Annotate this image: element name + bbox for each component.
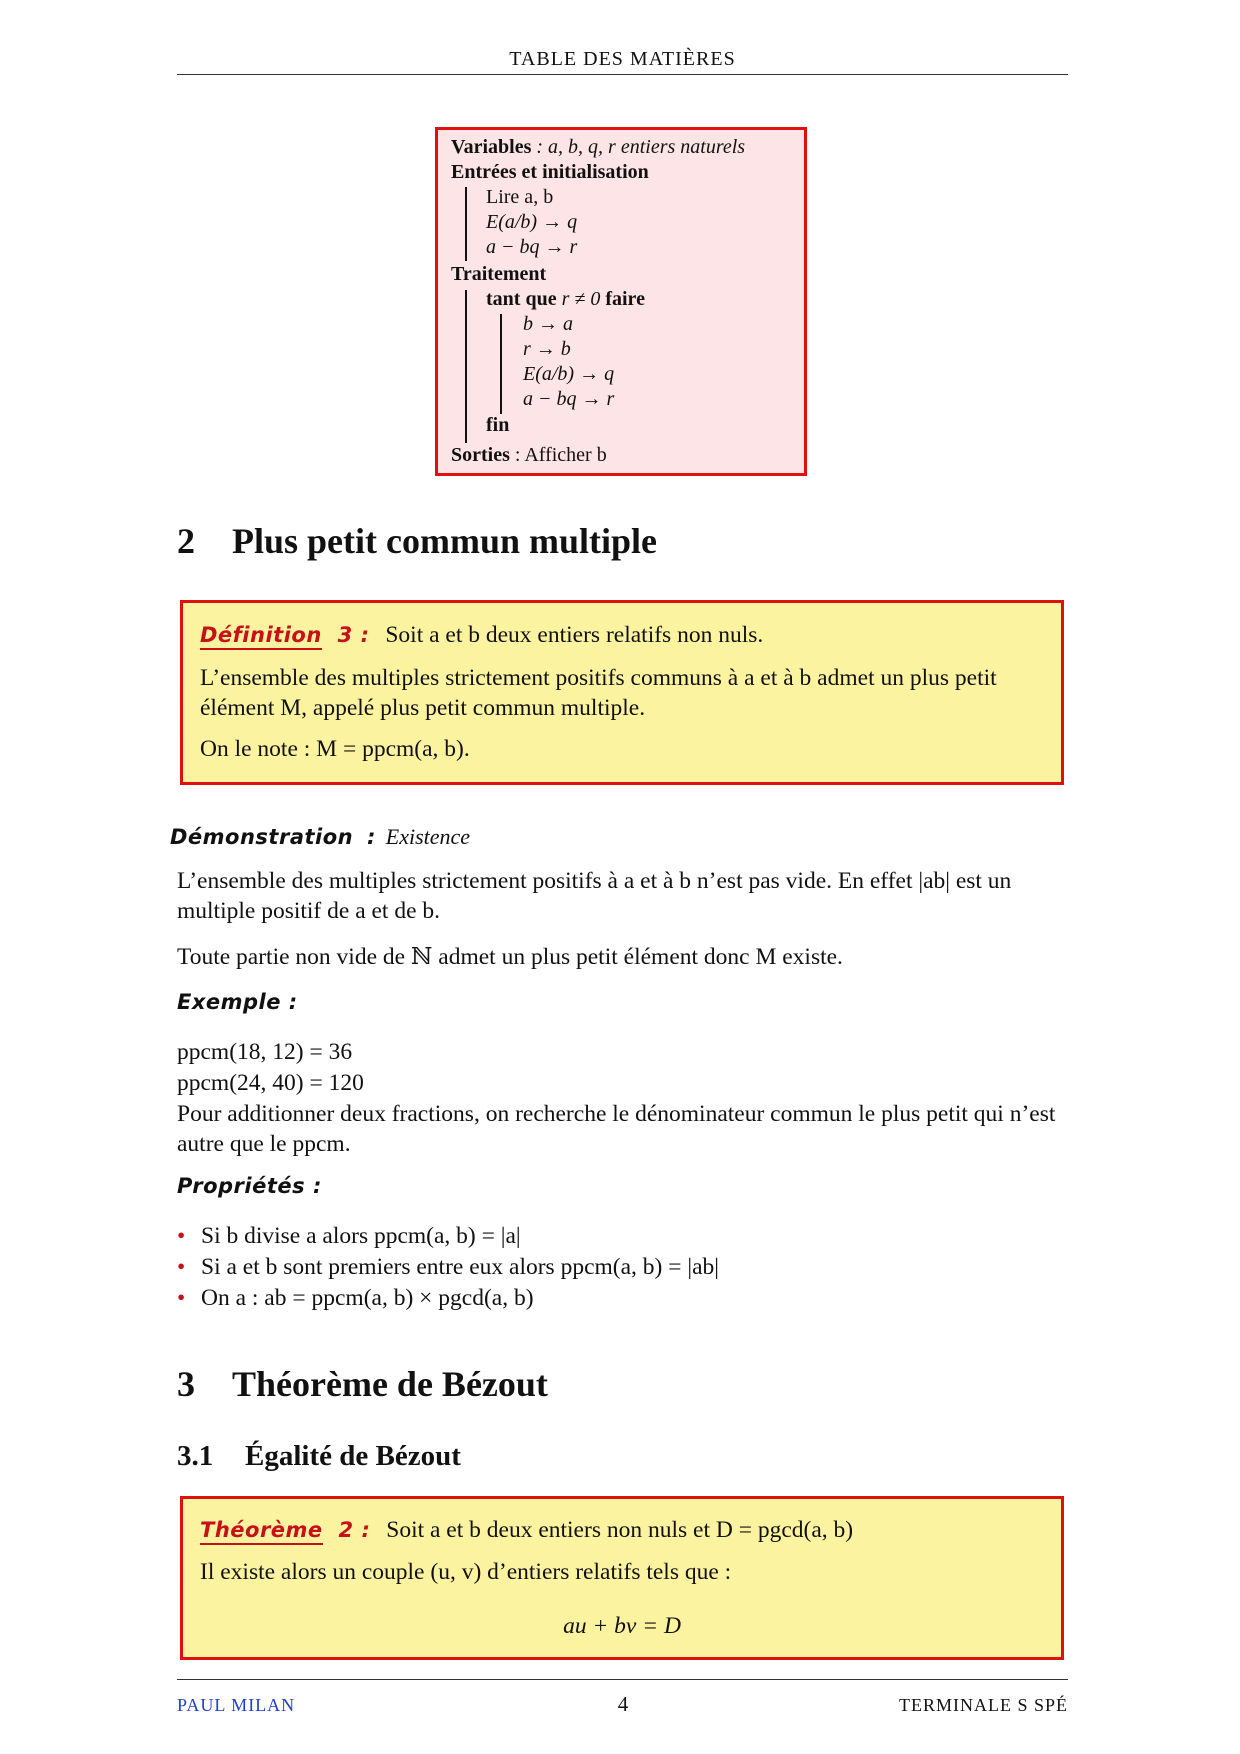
footer-author: PAUL MILAN <box>177 1695 296 1715</box>
page-number: 4 <box>617 1692 629 1716</box>
theorem-box <box>180 1496 1064 1660</box>
property-item: • Si a et b sont premiers entre eux alors ppcm(a, b) = |ab| <box>177 1254 719 1280</box>
bullet-icon: • <box>177 1254 186 1280</box>
loop-block-bar <box>500 314 502 414</box>
definition-notation: On le note : M = ppcm(a, b). <box>200 736 470 762</box>
algo-variables <box>451 136 745 159</box>
variables-text: : a, b, q, r entiers naturels <box>531 136 746 158</box>
example-line: ppcm(18, 12) = 36 <box>177 1039 353 1065</box>
footer-course: TERMINALE S SPÉ <box>898 1695 1068 1715</box>
algo-init-label: Entrées et initialisation <box>451 161 649 183</box>
property-item: • On a : ab = ppcm(a, b) × pgcd(a, b) <box>177 1285 534 1311</box>
definition-intro-line: Définition 3 : Soit a et b deux entiers relatifs non nuls. <box>200 622 764 648</box>
demonstration-heading: Démonstration : Existence <box>170 824 471 849</box>
theorem-para: Il existe alors un couple (u, v) d’entiers relatifs tels que : <box>200 1559 732 1585</box>
bullet-icon: • <box>177 1285 186 1311</box>
section-2-heading: 2 Plus petit commun multiple <box>177 521 658 561</box>
footer-rule <box>177 1679 1068 1680</box>
example-heading: Exemple : <box>177 990 298 1014</box>
algo-loop-line: b → a <box>523 313 573 335</box>
algo-loop-line: r → b <box>523 338 571 360</box>
algo-while: tant que r ≠ 0 faire <box>486 288 645 310</box>
header-rule <box>177 74 1068 75</box>
example-text: Pour additionner deux fractions, on recherche le dénominateur commun le plus petit qui n’est autre que le ppcm. <box>177 1101 1056 1157</box>
subsection-3-1-heading: 3.1 Égalité de Bézout <box>177 1440 461 1472</box>
algo-process-label: Traitement <box>451 263 547 285</box>
section-3-heading: 3 Théorème de Bézout <box>177 1364 548 1404</box>
theorem-equation: au + bv = D <box>563 1613 681 1639</box>
theorem-intro-line: Théorème 2 : Soit a et b deux entiers non nuls et D = pgcd(a, b) <box>200 1517 854 1543</box>
definition-label: Définition <box>200 623 322 650</box>
algo-end: fin <box>486 414 510 436</box>
algo-init-line: E(a/b) → q <box>486 211 578 233</box>
algo-loop-line: E(a/b) → q <box>523 363 615 385</box>
process-block-bar <box>465 290 467 443</box>
demonstration-para: L’ensemble des multiples strictement positifs à a et à b n’est pas vide. En effet |ab| est un multiple positif de a et de b. <box>177 868 1012 924</box>
variables-label: Variables <box>451 136 532 158</box>
running-header: TABLE DES MATIÈRES <box>509 48 736 70</box>
example-line: ppcm(24, 40) = 120 <box>177 1070 364 1096</box>
theorem-label: Théorème <box>200 1518 323 1545</box>
algo-init-line: Lire a, b <box>486 186 554 208</box>
bullet-icon: • <box>177 1223 186 1249</box>
algo-output: Sorties : Afficher b <box>451 444 607 466</box>
property-item: • Si b divise a alors ppcm(a, b) = |a| <box>177 1223 521 1249</box>
properties-heading: Propriétés : <box>177 1174 322 1198</box>
definition-box <box>180 600 1064 785</box>
definition-para: L’ensemble des multiples strictement positifs communs à a et à b admet un plus petit élément M, appelé plus petit commun multiple. <box>200 665 997 721</box>
algo-loop-line: a − bq → r <box>523 388 615 410</box>
init-block-bar <box>465 187 467 261</box>
demonstration-para: Toute partie non vide de ℕ admet un plus petit élément donc M existe. <box>177 944 843 970</box>
algo-init-line: a − bq → r <box>486 236 578 258</box>
algorithm-box <box>435 127 807 476</box>
